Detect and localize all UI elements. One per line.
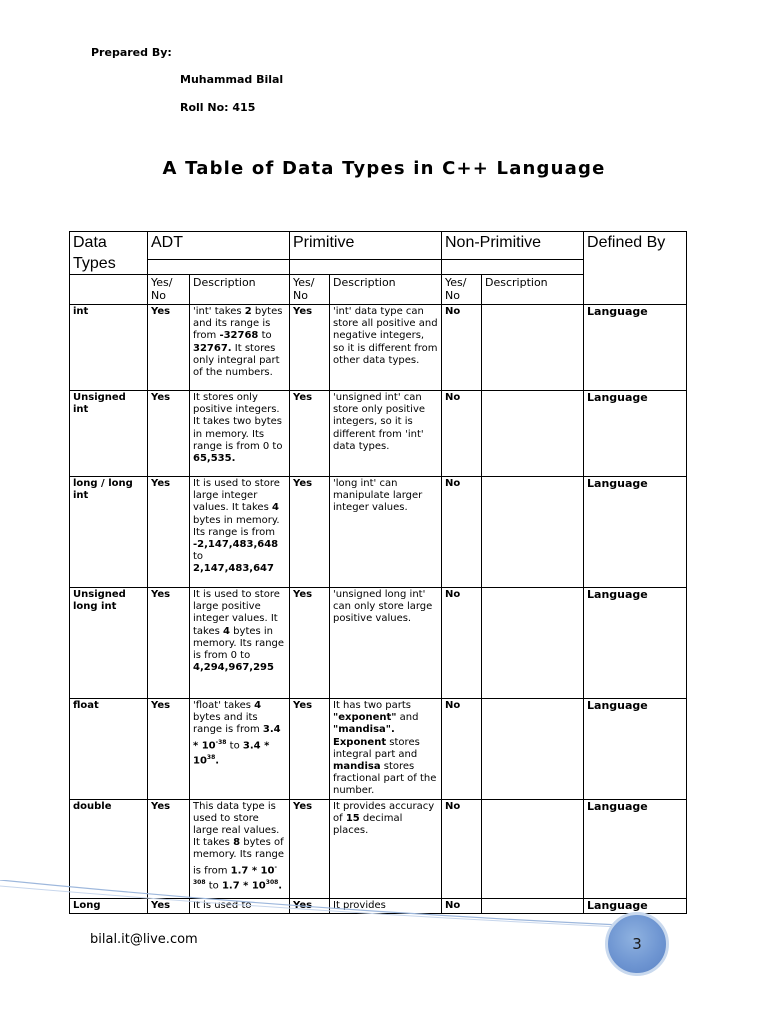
nonprimitive-yes-no: No [442, 699, 482, 800]
page-number-badge [605, 912, 669, 976]
header-data-types: Data Types [70, 232, 148, 275]
nonprimitive-yes-no: No [442, 305, 482, 391]
description-text: mandisa [333, 761, 381, 773]
table-row [70, 588, 687, 699]
description-text: 1.7 * 10 [221, 880, 266, 892]
description-text: It is used to store large positive integer values. It takes [193, 589, 280, 637]
description-text: . [278, 880, 283, 892]
header-adt: ADT [148, 232, 290, 260]
nonprimitive-description [482, 391, 584, 477]
nonprimitive-description [482, 588, 584, 699]
data-type-name: Unsigned int [70, 391, 148, 477]
header-primitive-yes-no: Yes/ No [290, 275, 330, 305]
description-text: 4 [271, 502, 279, 514]
description-text: 'unsigned int' can store only positive integers, so it is different from 'int' data types. [333, 392, 426, 452]
nonprimitive-yes-no: No [442, 799, 482, 898]
table-row [70, 391, 687, 477]
description-text: to [205, 880, 222, 892]
description-text: decimal places. [333, 812, 403, 837]
adt-yes-no: Yes [148, 799, 190, 898]
description-text: 2,147,483,647 [193, 563, 274, 575]
primitive-yes-no: Yes [290, 305, 330, 391]
description-text: to [258, 330, 272, 342]
data-type-name: Long [70, 898, 148, 913]
adt-description [190, 391, 290, 477]
roll-number: Roll No: 415 [180, 101, 256, 114]
description-text: 'long int' can manipulate larger integer values. [333, 478, 423, 514]
description-text: bytes and its range is from [193, 306, 283, 342]
page-number: 3 [632, 935, 642, 953]
nonprimitive-description [482, 477, 584, 588]
nonprimitive-yes-no: No [442, 898, 482, 913]
description-text: 'float' takes [193, 700, 255, 711]
description-text: and [396, 712, 419, 724]
table-row [70, 305, 687, 391]
description-text: -32768 [219, 330, 259, 342]
primitive-yes-no: Yes [290, 391, 330, 477]
table-row [70, 699, 687, 800]
description-text: to [193, 551, 204, 563]
description-text: -308 [193, 863, 277, 887]
adt-yes-no: Yes [148, 391, 190, 477]
primitive-description [330, 588, 442, 699]
header-spacer [148, 259, 290, 274]
description-text: 'unsigned long int' can only store large positive values. [333, 589, 433, 625]
description-text: 4 [223, 625, 230, 637]
primitive-yes-no: Yes [290, 588, 330, 699]
header-spacer [290, 259, 442, 274]
description-text: 1.7 * 10 [230, 864, 275, 876]
nonprimitive-description [482, 699, 584, 800]
description-text: "exponent" [333, 712, 397, 724]
description-text: It is used to store large integer values. It takes [193, 478, 280, 514]
data-type-name: int [70, 305, 148, 391]
description-text: stores fractional part of the number. [333, 761, 437, 797]
footer-email: bilal.it@live.com [90, 932, 198, 947]
description-text: -38 [215, 738, 227, 746]
adt-description [190, 305, 290, 391]
header-nonprimitive-yes-no: Yes/ No [442, 275, 482, 305]
description-text: It stores only integral part of the numbers. [193, 342, 280, 379]
description-text: bytes in memory. Its range is from [193, 514, 280, 538]
description-text: 4 [254, 700, 262, 711]
nonprimitive-description [482, 305, 584, 391]
description-text: 'int' data type can store all positive and negative integers, so it is different from other data types. [333, 306, 438, 366]
adt-yes-no: Yes [148, 898, 190, 913]
adt-yes-no: Yes [148, 477, 190, 588]
description-text: 3.4 * 10 [193, 739, 270, 767]
description-text: It has two parts [333, 700, 412, 711]
primitive-description [330, 305, 442, 391]
description-text: "mandisa". [333, 724, 395, 736]
defined-by: Language [584, 799, 687, 898]
header-primitive-description: Description [330, 275, 442, 305]
data-type-name: float [70, 699, 148, 800]
data-type-name: double [70, 799, 148, 898]
author-name: Muhammad Bilal [180, 73, 284, 86]
page-title: A Table of Data Types in C++ Language [162, 158, 606, 179]
header-nonprimitive-description: Description [482, 275, 584, 305]
primitive-yes-no: Yes [290, 477, 330, 588]
defined-by: Language [584, 898, 687, 913]
header-spacer [70, 275, 148, 305]
description-text: It provides [333, 899, 386, 911]
header-spacer [442, 259, 584, 274]
description-text: . [215, 755, 220, 767]
primitive-yes-no: Yes [290, 898, 330, 913]
description-text: 15 [345, 812, 360, 824]
description-text: to [226, 739, 243, 751]
description-text: Exponent [333, 736, 387, 748]
description-text: stores integral part and [333, 736, 420, 760]
description-text: It is used to [193, 899, 252, 911]
adt-yes-no: Yes [148, 588, 190, 699]
description-text: 65,535. [193, 453, 236, 465]
description-text: 8 [233, 837, 241, 849]
defined-by: Language [584, 477, 687, 588]
description-text: bytes and its range is from [193, 712, 263, 736]
description-text: It stores only positive integers. It takes two bytes in memory. Its range is from 0 to [193, 392, 283, 452]
description-text: 3.4 * 10 [193, 724, 281, 751]
description-text: -2,147,483,648 [193, 539, 279, 551]
defined-by: Language [584, 588, 687, 699]
prepared-by-label: Prepared By: [91, 46, 172, 59]
header-adt-description: Description [190, 275, 290, 305]
nonprimitive-yes-no: No [442, 588, 482, 699]
nonprimitive-yes-no: No [442, 477, 482, 588]
description-text: It provides accuracy of [333, 800, 435, 824]
primitive-description [330, 391, 442, 477]
adt-yes-no: Yes [148, 305, 190, 391]
description-text: 38 [206, 754, 216, 762]
adt-yes-no: Yes [148, 699, 190, 800]
description-text: bytes of memory. Its range is from [193, 837, 285, 876]
adt-description [190, 477, 290, 588]
defined-by: Language [584, 391, 687, 477]
header-adt-yes-no: Yes/ No [148, 275, 190, 305]
data-type-name: long / long int [70, 477, 148, 588]
description-text: 4,294,967,295 [193, 662, 274, 674]
description-text: bytes in memory. Its range is from 0 to [193, 625, 285, 662]
header-defined-by: Defined By [584, 232, 687, 305]
header-non-primitive: Non-Primitive [442, 232, 584, 260]
description-text: 32767. [193, 342, 232, 354]
description-text: This data type is used to store large real values. It takes [193, 800, 280, 849]
table-row [70, 477, 687, 588]
primitive-description [330, 477, 442, 588]
primitive-yes-no: Yes [290, 699, 330, 800]
description-text: 'int' takes [193, 306, 245, 317]
defined-by: Language [584, 699, 687, 800]
data-type-name: Unsigned long int [70, 588, 148, 699]
adt-description [190, 588, 290, 699]
data-types-table [69, 231, 687, 914]
primitive-yes-no: Yes [290, 799, 330, 898]
defined-by: Language [584, 305, 687, 391]
description-text: 308 [265, 879, 279, 887]
nonprimitive-yes-no: No [442, 391, 482, 477]
adt-description [190, 699, 290, 800]
description-text: 2 [244, 306, 252, 317]
primitive-description [330, 699, 442, 800]
header-primitive: Primitive [290, 232, 442, 260]
